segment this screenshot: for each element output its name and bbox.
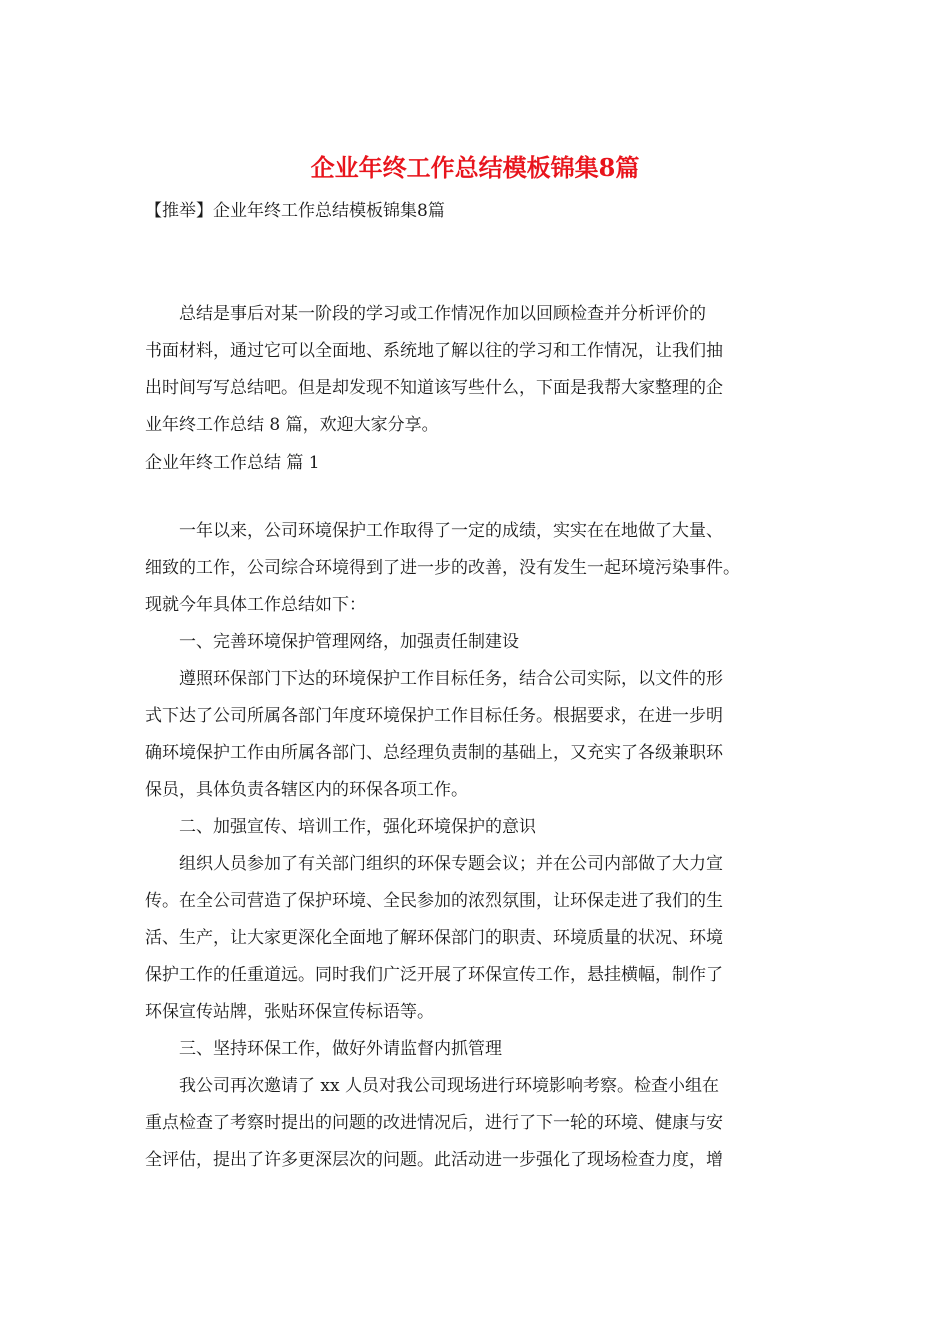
section-heading: 企业年终工作总结 篇 1 [145,453,320,473]
body-line: 一年以来，公司环境保护工作取得了一定的成绩，实实在在地做了大量、 [145,521,723,541]
intro-paragraph [145,296,805,444]
body-line: 活、生产，让大家更深化全面地了解环保部门的职责、环境质量的状况、环境 [145,928,723,948]
document-title: 企业年终工作总结模板锦集8篇 [310,153,640,182]
intro-line: 书面材料，通过它可以全面地、系统地了解以往的学习和工作情况，让我们抽 [145,341,723,361]
body-line: 保护工作的任重道远。同时我们广泛开展了环保宣传工作，悬挂横幅，制作了 [145,965,723,985]
body-line: 组织人员参加了有关部门组织的环保专题会议；并在公司内部做了大力宣 [145,854,723,874]
body-line: 确环境保护工作由所属各部门、总经理负责制的基础上，又充实了各级兼职环 [145,743,723,763]
body-line: 三、坚持环保工作，做好外请监督内抓管理 [145,1039,502,1059]
body-line: 传。在全公司营造了保护环境、全民参加的浓烈氛围，让环保走进了我们的生 [145,891,723,911]
body-line: 我公司再次邀请了 xx 人员对我公司现场进行环境影响考察。检查小组在 [145,1076,719,1096]
body-line: 式下达了公司所属各部门年度环境保护工作目标任务。根据要求，在进一步明 [145,706,723,726]
intro-line: 业年终工作总结 8 篇，欢迎大家分享。 [145,415,439,435]
body-line: 二、加强宣传、培训工作，强化环境保护的意识 [145,817,536,837]
body-line: 现就今年具体工作总结如下： [145,595,366,615]
document-subtitle: 【推举】企业年终工作总结模板锦集8篇 [145,201,445,221]
intro-line: 出时间写写总结吧。但是却发现不知道该写些什么，下面是我帮大家整理的企 [145,378,723,398]
body-line: 细致的工作，公司综合环境得到了进一步的改善，没有发生一起环境污染事件。 [145,558,740,578]
section-body [145,513,805,1179]
body-line: 全评估，提出了许多更深层次的问题。此活动进一步强化了现场检查力度，增 [145,1150,723,1170]
intro-line: 总结是事后对某一阶段的学习或工作情况作加以回顾检查并分析评价的 [145,304,706,324]
body-line: 环保宣传站牌，张贴环保宣传标语等。 [145,1002,434,1022]
body-line: 保员，具体负责各辖区内的环保各项工作。 [145,780,468,800]
body-line: 一、完善环境保护管理网络，加强责任制建设 [145,632,519,652]
body-line: 遵照环保部门下达的环境保护工作目标任务，结合公司实际，以文件的形 [145,669,723,689]
body-line: 重点检查了考察时提出的问题的改进情况后，进行了下一轮的环境、健康与安 [145,1113,723,1133]
